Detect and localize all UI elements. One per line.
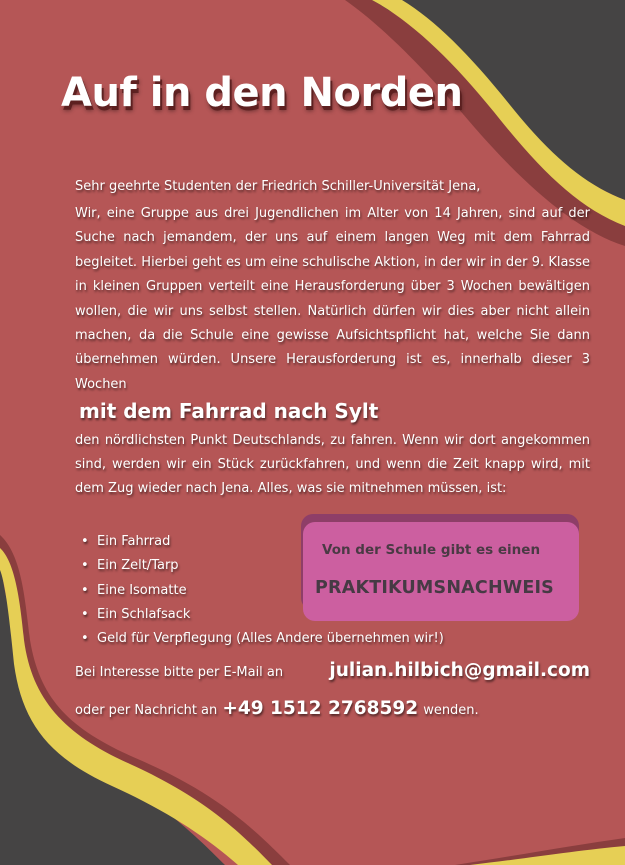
phone-prefix: oder per Nachricht an bbox=[75, 703, 218, 718]
highlight-heading: mit dem Fahrrad nach Sylt bbox=[79, 399, 379, 423]
phone-number[interactable]: +49 1512 2768592 bbox=[222, 698, 419, 719]
info-box-line1: Von der Schule gibt es einen bbox=[322, 542, 541, 558]
info-box-line2: PRAKTIKUMSNACHWEIS bbox=[315, 578, 554, 598]
phone-suffix: wenden. bbox=[423, 703, 479, 718]
contact-phone-line bbox=[75, 698, 479, 719]
list-item: • Ein Fahrrad bbox=[75, 530, 444, 554]
list-item: • Ein Schlafsack bbox=[75, 603, 444, 627]
email-address[interactable]: julian.hilbich@gmail.com bbox=[329, 660, 590, 681]
list-item: • Geld für Verpflegung (Alles Andere übernehmen wir!) bbox=[75, 627, 444, 651]
page-title: Auf in den Norden bbox=[61, 70, 463, 116]
salutation: Sehr geehrte Studenten der Friedrich Schiller-Universität Jena, bbox=[75, 179, 481, 194]
email-prefix: Bei Interesse bitte per E-Mail an bbox=[75, 665, 284, 680]
info-box bbox=[303, 522, 579, 621]
list-item: • Ein Zelt/Tarp bbox=[75, 554, 444, 578]
contact-email-line bbox=[75, 660, 590, 681]
destination-paragraph: den nördlichsten Punkt Deutschlands, zu fahren. Wenn wir dort angekommen sind, werden wir ein Stück zurückfahren, und wenn die Zeit knapp wird, mit dem Zug wieder nach Jena. Alles, was sie mitnehmen müssen, ist: bbox=[75, 433, 590, 497]
list-item: • Eine Isomatte bbox=[75, 579, 444, 603]
intro-paragraph: Wir, eine Gruppe aus drei Jugendlichen im Alter von 14 Jahren, sind auf der Suche nach jemandem, der uns auf einem langen Weg mit dem Fahrrad begleitet. Hierbei geht es um eine schulische Aktion, in der wir in der 9. Klasse in kleinen Gruppen verteilt eine Herausforderung über 3 Wochen bewältigen wollen, die wir uns selbst stellen. Natürlich dürfen wir dies aber nicht allein machen, da die Schule eine gewisse Aufsichtspflicht hat, welche Sie dann übernehmen würden. Unsere Herausforderung ist es, innerhalb dieser 3 Wochen bbox=[75, 206, 590, 392]
